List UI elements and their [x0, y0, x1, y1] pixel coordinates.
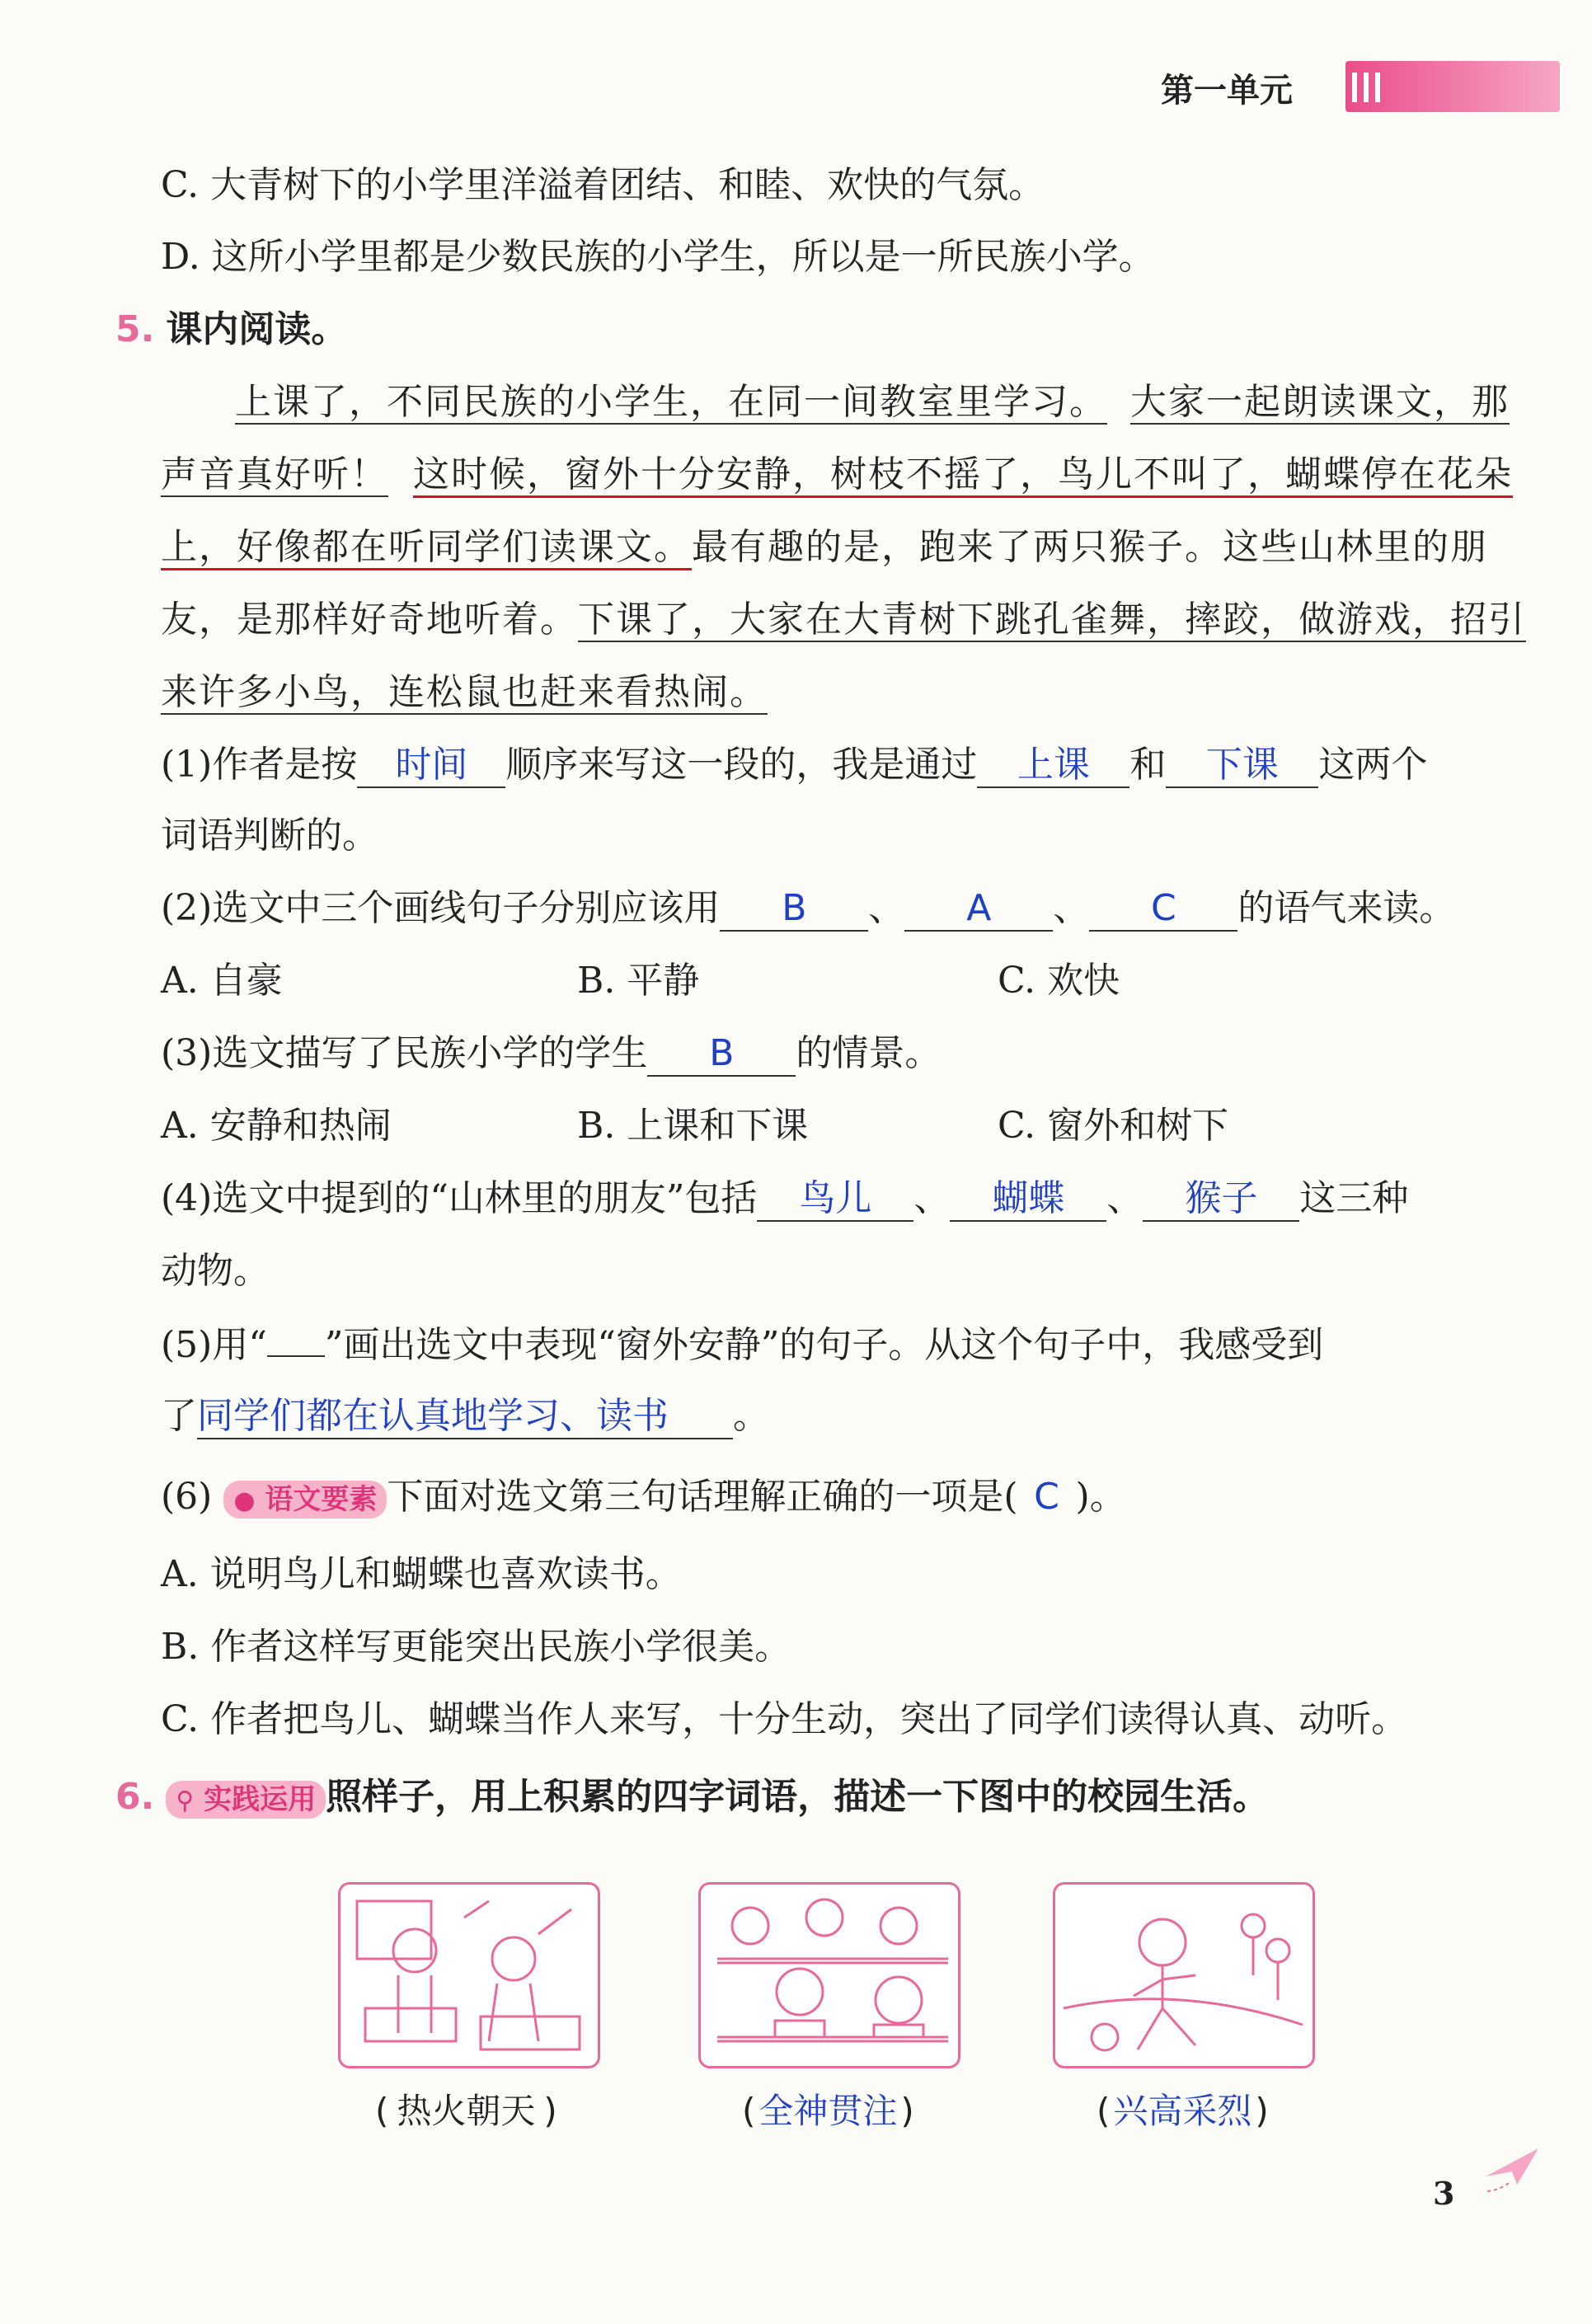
q5-header [115, 305, 347, 354]
q6-title: 照样子，用上积累的四字词语，描述一下图中的校园生活。 [326, 1776, 1270, 1818]
q5-sub3-text-b: 的情景。 [796, 1032, 942, 1074]
paper-plane-icon [1484, 2143, 1542, 2196]
passage-line-4 [161, 595, 1526, 645]
q5-sub5-line1 [161, 1319, 1323, 1370]
q5-sub2-sep-1: 、 [868, 887, 905, 929]
q5-sub6-text-b: 下面对选文第三句话理解正确的一项是( [387, 1476, 1018, 1518]
passage-sentence-4b: 友，是那样好奇地听着。 [161, 599, 578, 641]
q5-sub2-line [161, 884, 1455, 933]
q5-sub6-text-c: )。 [1075, 1476, 1126, 1518]
q5-sub6-answer[interactable]: C [1034, 1476, 1059, 1518]
q5-sub6-opt-b: B. 作者这样写更能突出民族小学很美。 [161, 1626, 791, 1668]
q5-title: 课内阅读。 [166, 308, 348, 350]
q5-sub5-text-a: (5)用“ [161, 1324, 267, 1366]
q5-sub1-text-b: 顺序来写这一段的，我是通过 [505, 744, 978, 786]
children-running-illustration [1055, 1885, 1313, 2066]
q5-sub2-answer-2[interactable]: A [904, 887, 1053, 932]
q5-sub2-answer-3[interactable]: C [1089, 887, 1237, 932]
q5-sub4-answer-1[interactable]: 鸟儿 [757, 1177, 913, 1222]
q5-sub3-opt-b: B. 上课和下课 [577, 1105, 809, 1147]
q5-sub4-sep-2: 、 [1106, 1177, 1144, 1219]
q5-sub6-text-a: (6) [161, 1476, 213, 1518]
q5-sub6-opt-a: A. 说明鸟儿和蝴蝶也喜欢读书。 [161, 1553, 682, 1595]
q5-sub4-sep-1: 、 [913, 1177, 951, 1219]
passage-sentence-3a: 这时候，窗外十分安静，树枝不摇了，鸟儿不叫了，蝴蝶停在花朵 [413, 453, 1513, 498]
q5-sub4-line2: 动物。 [161, 1250, 270, 1292]
q5-sub1-answer-2[interactable]: 上课 [977, 744, 1129, 788]
caption-1-text: 热火朝天 [397, 2091, 536, 2131]
passage-sentence-5a: 下课了，大家在大青树下跳孔雀舞，摔跤，做游戏，招引 [578, 599, 1526, 641]
q5-sub4-answer-3[interactable]: 猴子 [1143, 1177, 1299, 1222]
q5-sub1-answer-3[interactable]: 下课 [1166, 744, 1318, 788]
passage-sentence-2b: 声音真好听！ [161, 453, 388, 495]
q5-sub1-line1 [161, 740, 1427, 790]
caption-2-close: ) [900, 2091, 914, 2131]
q5-number: 5. [115, 308, 155, 350]
caption-2 [742, 2084, 914, 2134]
caption-2-open: ( [742, 2091, 756, 2131]
q5-sub2-sep-2: 、 [1053, 887, 1090, 929]
q5-sub3-answer[interactable]: B [647, 1032, 796, 1077]
q6-header [115, 1772, 1269, 1822]
picture-break-time [338, 1882, 600, 2068]
students-studying-illustration [701, 1885, 958, 2066]
q5-sub5-line2 [161, 1392, 769, 1441]
shijian-yunyong-label: 实践运用 [204, 1782, 317, 1816]
picture-playground [1053, 1882, 1315, 2068]
q5-sub5-text-d: 。 [733, 1395, 769, 1437]
q5-sub2-answer-1[interactable]: B [720, 887, 868, 932]
shijian-yunyong-tag [166, 1781, 326, 1819]
passage-line-3 [161, 523, 1488, 572]
caption-3-close: ) [1255, 2091, 1269, 2131]
q5-sub3-opt-c: C. 窗外和树下 [998, 1105, 1229, 1147]
q5-sub2-opt-c: C. 欢快 [998, 960, 1120, 1002]
passage-sentence-1: 上课了，不同民族的小学生，在同一间教室里学习。 [235, 381, 1107, 423]
q5-sub4-text-b: 这三种 [1299, 1177, 1409, 1219]
q5-sub3-text-a: (3)选文描写了民族小学的学生 [161, 1032, 648, 1074]
q5-sub2-text-a: (2)选文中三个画线句子分别应该用 [161, 887, 721, 929]
unit-title: 第一单元 [1161, 72, 1293, 110]
passage-sentence-2a: 大家一起朗读课文，那 [1130, 381, 1510, 423]
q5-sub1-text-a: (1)作者是按 [161, 744, 358, 786]
q5-sub4-line1 [161, 1174, 1408, 1223]
caption-3-answer[interactable]: 兴高采烈 [1113, 2091, 1252, 2131]
q5-sub2-opt-a: A. 自豪 [161, 960, 283, 1002]
q6-number: 6. [115, 1776, 155, 1818]
q4-option-d: D. 这所小学里都是少数民族的小学生，所以是一所民族小学。 [161, 236, 1155, 278]
q5-sub1-text-c: 和 [1129, 744, 1167, 786]
magnifier-icon: ⚲ [176, 1786, 195, 1815]
q5-sub5-text-c: 了 [161, 1395, 197, 1437]
q5-sub5-answer[interactable]: 同学们都在认真地学习、读书 [197, 1395, 733, 1439]
picture-class-time [698, 1882, 960, 2068]
q5-sub6-line [161, 1472, 1126, 1522]
q5-sub1-answer-1[interactable]: 时间 [357, 744, 505, 788]
q5-sub3-line [161, 1029, 941, 1078]
unit-banner [1345, 61, 1560, 112]
caption-3-open: ( [1097, 2091, 1111, 2131]
bulb-icon: ● [233, 1486, 256, 1515]
page-number: 3 [1433, 2175, 1455, 2212]
caption-1-open: ( [375, 2091, 389, 2131]
q4-option-c: C. 大青树下的小学里洋溢着团结、和睦、欢快的气氛。 [161, 164, 1045, 206]
q5-sub2-opt-b: B. 平静 [577, 960, 700, 1002]
passage-sentence-3b: 上，好像都在听同学们读课文。 [161, 526, 692, 570]
passage-line-5 [161, 668, 768, 717]
q5-sub6-opt-c: C. 作者把鸟儿、蝴蝶当作人来写，十分生动，突出了同学们读得认真、动听。 [161, 1698, 1408, 1740]
passage-line-2 [161, 450, 1513, 500]
q5-sub4-answer-2[interactable]: 蝴蝶 [950, 1177, 1106, 1222]
q5-sub5-text-b: ”画出选文中表现“窗外安静”的句子。从这个句子中，我感受到 [324, 1324, 1324, 1366]
caption-1-close: ) [543, 2091, 557, 2131]
underline-symbol [267, 1319, 325, 1357]
caption-2-answer[interactable]: 全神贯注 [758, 2091, 898, 2131]
q5-sub2-text-b: 的语气来读。 [1237, 887, 1456, 929]
yuwen-yaosu-label: 语文要素 [265, 1482, 378, 1516]
q5-sub1-text-d: 这两个 [1318, 744, 1428, 786]
children-playing-illustration [340, 1885, 598, 2066]
passage-sentence-5b: 来许多小鸟，连松鼠也赶来看热闹。 [161, 671, 768, 713]
q5-sub3-opt-a: A. 安静和热闹 [161, 1105, 392, 1147]
yuwen-yaosu-tag [223, 1481, 387, 1519]
caption-3 [1097, 2084, 1269, 2134]
caption-1 [375, 2084, 557, 2134]
q5-sub1-line2: 词语判断的。 [161, 815, 378, 857]
passage-line-1 [235, 378, 1510, 427]
passage-sentence-4a: 最有趣的是，跑来了两只猴子。这些山林里的朋 [692, 526, 1488, 568]
q5-sub4-text-a: (4)选文中提到的“山林里的朋友”包括 [161, 1177, 758, 1219]
